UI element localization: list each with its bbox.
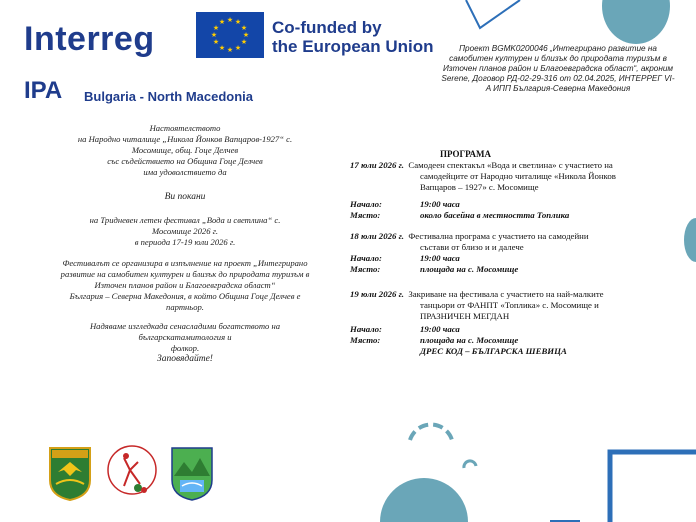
svg-text:★: ★ (242, 31, 250, 39)
invitation-text: Настоятелството на Народно читалище „Никола Йонков Вапцаров-1927“ с. Мосомище, общ. Гоце Делчев със съдействието на Община Гоце Делчев има удоволствието да Ви покани на Тридневен летен фестивал „Вода и светлина“ с. Мосомище 2026 г. в периода 17-19 юли 2026 г. Фестивалът се организира в изпълнение на проект „Интегрирано развитие на самобитен културен и близък до природата туризъм в Източен планов район и Благоевградска област“ България – Северна Македония, в който Община Гоце Делчев е партньор. Надяваме изгледкада сенасладими богатството на българскатамитология и фолкор. Заповядайте! (60, 123, 310, 364)
fanpt-toplika-logo-icon (104, 440, 160, 504)
program-title: ПРОГРАМА (440, 149, 492, 159)
svg-text:★: ★ (240, 24, 248, 32)
interreg-logo: Interreg (24, 20, 155, 58)
svg-text:★: ★ (226, 46, 234, 54)
program-day-1: 17 юли 2026 г. Самодеен спектакъл «Вода и светлина» с участието на самодейците от Народно читалище «Никола Йонков Вапцаров – 1927» с. Мосомище Начало: 19:00 часа Място: около басейна в местността Топлика (350, 160, 616, 220)
svg-text:★: ★ (234, 44, 242, 52)
gotse-delchev-crest-icon (48, 446, 92, 502)
region-label: Bulgaria - North Macedonia (84, 89, 254, 104)
svg-text:★: ★ (226, 16, 234, 24)
svg-text:★: ★ (212, 38, 220, 46)
municipality-crest-icon (170, 446, 214, 502)
svg-text:★: ★ (218, 44, 226, 52)
program-day-2: 18 юли 2026 г. Фестивална програма с участието на самодейни състави от близо и и далече Начало: 19:00 часа Място: площада на с. Мосомище (350, 231, 589, 274)
svg-text:★: ★ (210, 31, 218, 39)
cofunded-text: Co-funded by the European Union (272, 18, 434, 56)
ipa-logo: IPA (24, 77, 63, 104)
dress-code: ДРЕС КОД – БЪЛГАРСКА ШЕВИЦА (420, 346, 567, 356)
svg-text:★: ★ (240, 38, 248, 46)
project-info: Проект BGMK0200046 „Интегрирано развитие на самобитен културен и близък до природата туризъм в Източен планов район и Благоевградска област“, акроним Serene, Договор РД-02-29-316 от 02.04.2025, ИНТЕРРЕГ VI-A ИПП България-Северна Македония (441, 44, 675, 93)
eu-flag-icon (196, 12, 264, 58)
program-day-3: 19 юли 2026 г. Закриване на фестивала с участието на най-малките танцьори от ФАНПТ «Топлика» с. Мосомище и ПРАЗНИЧЕН МЕГДАН Начало: 19:00 часа Място: площада на с. Мосомище ДРЕС КОД – БЪЛГАРСКА ШЕВИЦА (350, 289, 660, 357)
svg-text:★: ★ (218, 18, 226, 26)
svg-text:★: ★ (234, 18, 242, 26)
svg-text:★: ★ (212, 24, 220, 32)
